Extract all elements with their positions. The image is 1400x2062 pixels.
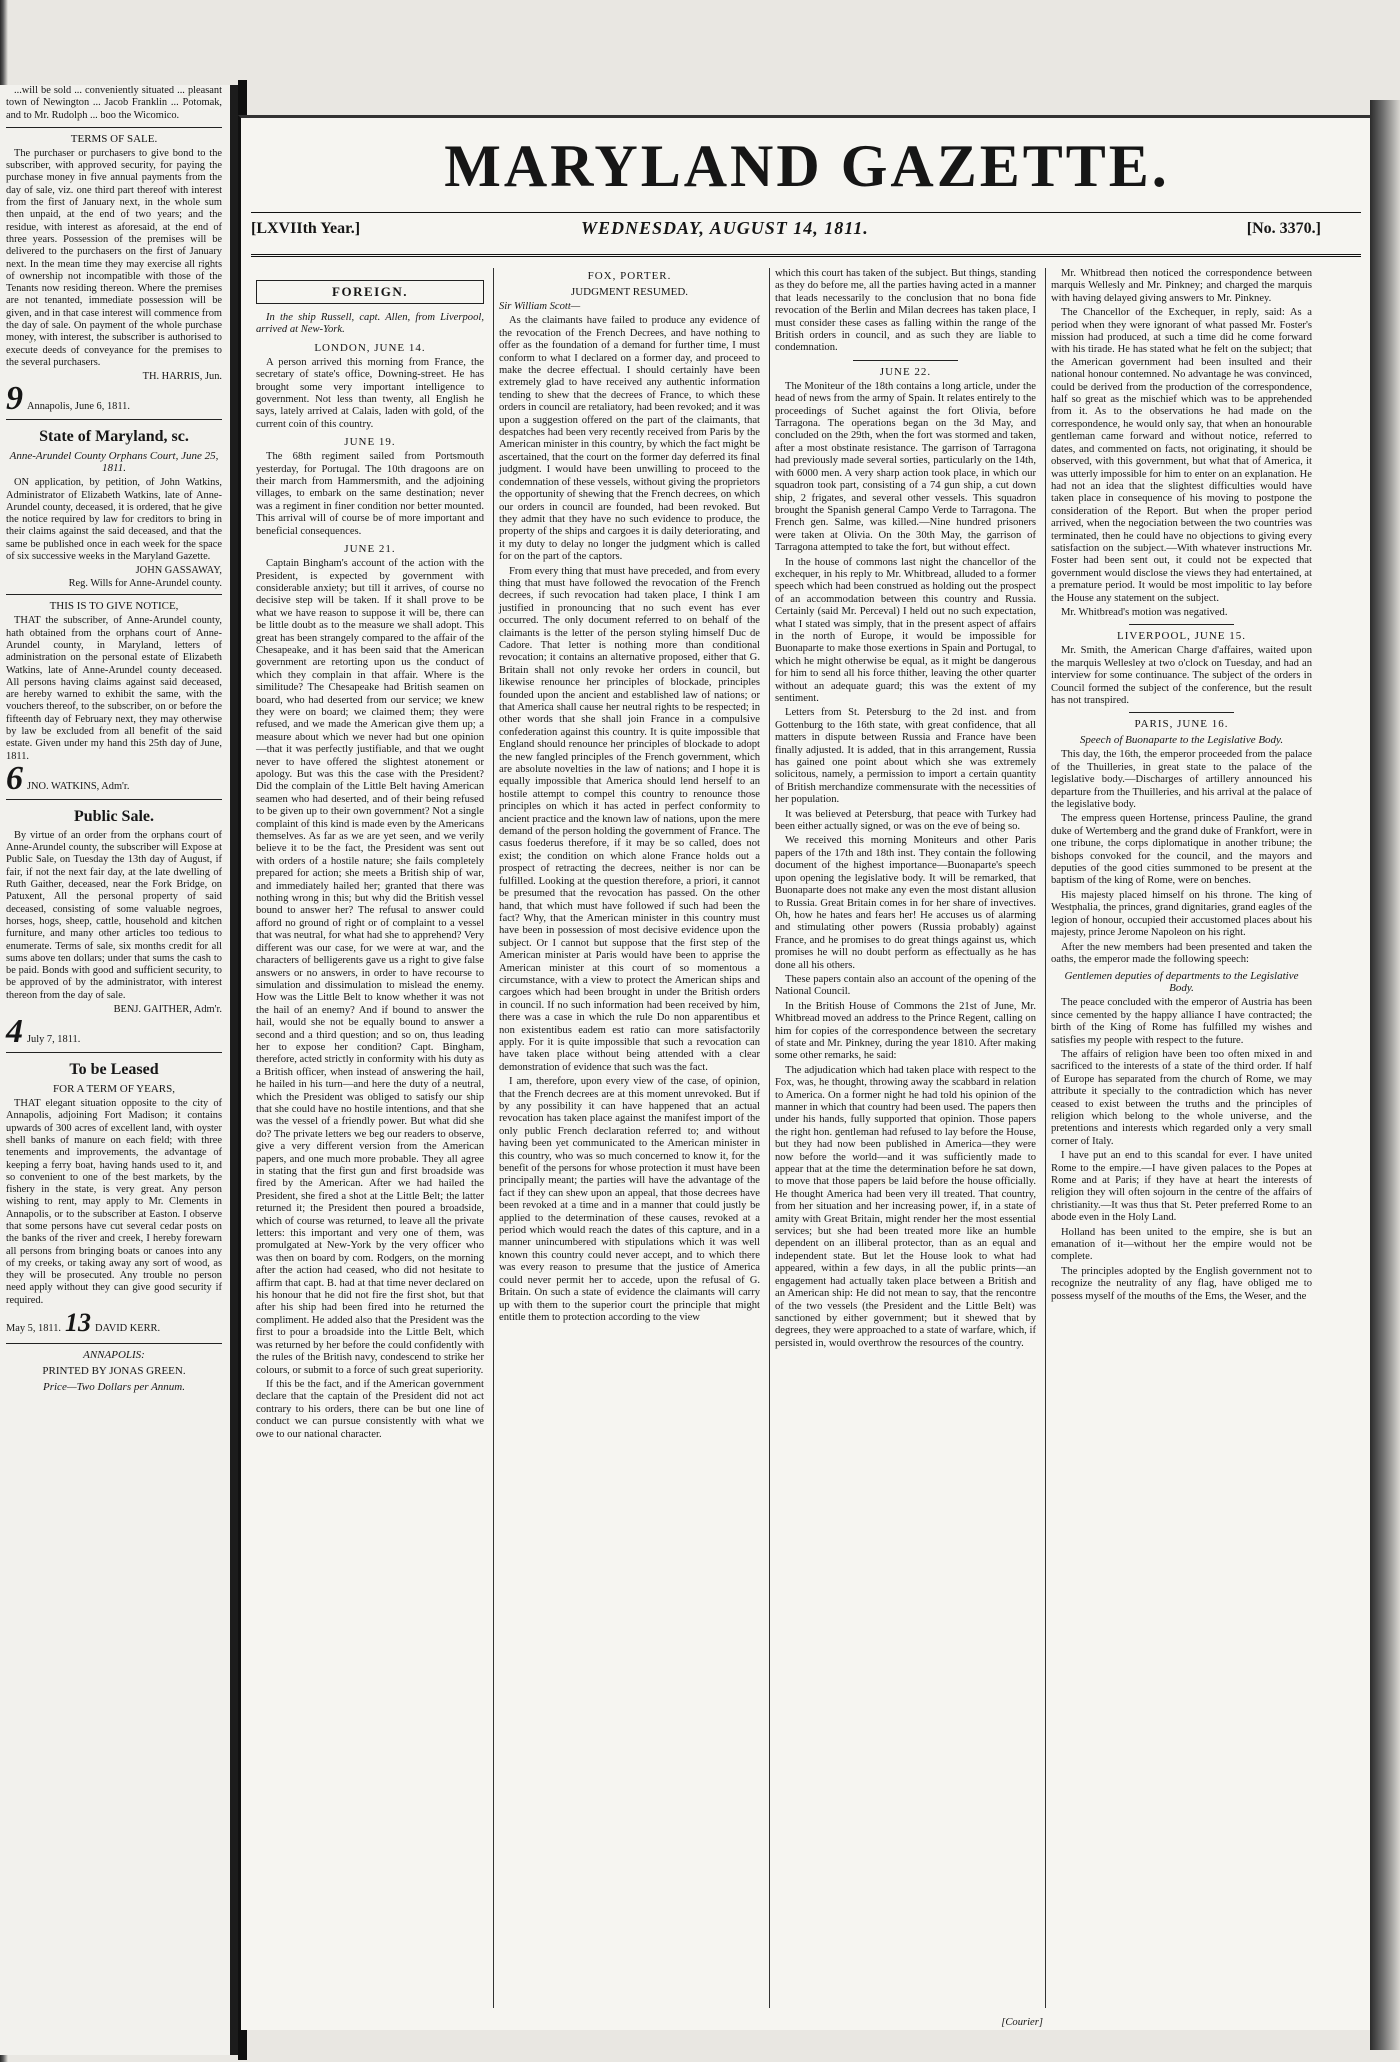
article-paragraph: We received this morning Moniteurs and other Paris papers of the 17th and 18th inst. They contain the following document of the highest importance—Buonaparte's speech upon opening the legislative body. It will be remarked, that Buonaparte does not make any even the most distant allusion to Russia. Great Britain comes in for her share of invectives. Oh, how he hates and fears her! He accuses us of alarming and stimulating other powers (Russia probably) against France, and he promises to do great things against us, which promises he will no doubt perform as effectually as he has done all his others. [775,835,1036,971]
article-paragraph: The 68th regiment sailed from Portsmouth yesterday, for Portugal. The 10th dragoons are on their march from Hammersmith, and the adjoining villages, to embark on the same destination; never was a regiment in finer condition nor better mounted. This arrival will of course be of more important and beneficial consequences. [256,451,484,537]
divider [6,127,222,128]
courier-credit: [Courier] [1001,2017,1043,2028]
divider [1129,712,1233,713]
masthead-rule [251,254,1361,257]
dateline: LONDON, JUNE 14. [314,341,426,354]
dateline: JUNE 22. [879,365,932,378]
issue-line [251,214,1361,250]
handwritten-mark: 13 [65,1308,92,1338]
state-text: ON application, by petition, of John Watkins, Administrator of Elizabeth Watkins, late of Anne-Arundel county, deceased, it is ordered, that he give the notice required by law for creditors to bring in their claims against the said deceased, and that the same be published once in each week for the space of six successive weeks in the Maryland Gazette. [6,477,222,563]
state-subheading: Anne-Arundel County Orphans Court, June 25, 1811. [9,450,219,475]
terms-heading: TERMS OF SALE. [70,132,158,145]
article-subheading: JUDGMENT RESUMED. [570,286,689,298]
speech-heading: Gentlemen deputies of departments to the Legislative Body. [1064,970,1299,995]
article-paragraph: From every thing that must have preceded, and from every thing that must have followed the revocation of the French decrees, if such revocation had taken place, I think I am justified in pronouncing that no such event has ever occurred. The only document referred to on behalf of the claimants is the letter of the person styling himself Duc de Cadore. That letter is nothing more than conditional revocation; it contains an alternative proposed, either that G. Britain shall not only revoke her orders in council, but likewise renounce her principles of blockade, principles founded upon the ancient and established law of nations; or that America shall cause her neutral rights to be respected; in other words that she shall join France in a compulsive confederation against this country. It is quite impossible that England should renounce her principles of blockade to adopt the new fangled principles of the French government, which are absolute novelties in the law of nations; and I hope it is equally impossible that America should lend herself to an hostile attempt to compel this country to renounce those principles on which it has acted in perfect conformity to ancient practice and the known law of nations, upon the mere demand of the person holding the government of France. The casus foederus therefore, if it may be so called, does not exist; the condition on which alone France holds out a prospect of retracting the decrees, neither is nor can be fulfilled. Looking at the question therefore, a priori, it cannot be presumed that the revocation has passed. On the other hand, that which must have followed if such had been the fact? Why, that the American minister in this country must have been in possession of most decisive evidence upon the subject. Or I cannot but suppose that the first step of the American minister at Paris would have been to apprise the American minister at this court of so momentous a circumstance, with a view to protect the American ships and cargoes which had been brought in under the British orders in council. If no such information had been received by him, there was a case in which the rule Do non apparentibus et non existentibus eadem est ratio can more satisfactorily apply. For it is quite impossible that such a revocation can have taken place without being attended with a clear demonstration of evidence that such was the fact. [499,565,760,1073]
lease-heading: To be Leased [69,1061,159,1079]
column-fox-porter [493,268,765,2008]
article-paragraph: The Moniteur of the 18th contains a long article, under the head of news from the army of Spain. It relates entirely to the proceedings of Suchet against the fort Olivia, before Tarragona. The operations began on the 3d May, and concluded on the 29th, when the fort was stormed and taken, after a most obstinate resistance. The garrison of Tarragona had previously made several sorties, particularly on the 14th, with 6000 men. A very sharp action took place, in which our squadron took part, consisting of a 74 gun ship, a cut down ship, 2 frigates, and several other vessels. This squadron brought the Spanish general Campo Verde to Tarragona. The French gen. Salme, was killed.—Nine hundred prisoners were taken at Olivia. On the 30th May, the garrison of Tarragona attempted to take the fort, but without effect. [775,380,1036,554]
issue-date: WEDNESDAY, AUGUST 14, 1811. [581,218,869,238]
sale-heading: Public Sale. [73,807,154,825]
notice-heading: THIS IS TO GIVE NOTICE, [49,600,179,613]
column-paris [1045,268,1317,2008]
article-paragraph: These papers contain also an account of the opening of the National Council. [775,973,1036,998]
notice-text: THAT the subscriber, of Anne-Arundel county, hath obtained from the orphans court of Anne-Arundel county, in Maryland, letters of administration on the personal estate of Elizabeth Watkins, late of Anne-Arundel county deceased. All persons having claims against said deceased, are hereby warned to exhibit the same, with the vouchers thereof, to the subscriber, on or before the fifteenth day of February next, they may otherwise by law be excluded from all benefit of the said estate. Given under my hand this 25th day of June, 1811. [6,615,222,762]
lease-subheading: FOR A TERM OF YEARS, [53,1083,175,1096]
speaker-name: Sir William Scott— [499,301,581,312]
article-paragraph: The peace concluded with the emperor of Austria has been since cemented by the happy alliance I have contracted; the birth of the King of Rome has fulfilled my wishes and satisfies my people with respect to the future. [1051,997,1312,1046]
article-paragraph: Mr. Whitbread's motion was negatived. [1061,606,1228,618]
terms-place: Annapolis, June 6, 1811. [27,401,130,413]
divider [6,594,222,595]
left-page-top-text: ...will be sold ... conveniently situated ... pleasant town of Newington ... Jacob Franklin ... Potomak, and to Mr. Rudolph ... boo the Wicomico. [6,85,222,121]
lease-date: May 5, 1811. [6,1323,62,1335]
book-edge [1370,100,1400,2050]
article-paragraph: A person arrived this morning from France, the secretary of state's office, Downing-street. He has brought some very important intelligence to government. Not less than twenty, all English he says, lately arrived at Calais, laden with gold, of the current coin of this country. [256,356,484,430]
article-subheading: Speech of Buonaparte to the Legislative Body. [1079,734,1284,747]
article-paragraph: The empress queen Hortense, princess Pauline, the grand duke of Wertemberg and the grand duke of Frankfort, were in one tribune, the corps diplomatique in another tribune; the bishops convoked for the council, and the mayors and deputies of the good cities summoned to be present at the baptism of the king of Rome, were on benches. [1051,813,1312,887]
article-intro: In the ship Russell, capt. Allen, from Liverpool, arrived at New-York. [256,312,484,336]
article-paragraph: I have put an end to this scandal for ever. I have united Rome to the empire.—I have given palaces to the Popes at Rome and at Paris; if they have at heart the interests of religion they will often sojourn in the centre of the affairs of christianity.—It was thus that St. Peter preferred Rome to an abode even in the Holy Land. [1051,1150,1312,1224]
masthead-rule [251,212,1361,213]
notice-signature: JNO. WATKINS, Adm'r. [27,780,130,792]
lease-signature: DAVID KERR. [95,1323,161,1335]
handwritten-mark: 4 [6,1013,23,1051]
masthead [241,118,1373,268]
state-heading: State of Maryland, sc. [39,428,189,446]
article-paragraph: In the house of commons last night the chancellor of the exchequer, in his reply to Mr. Whitbread, alluded to a former speech which had been construed as holding out the prospect of an accommodation between this country and Russia. Certainly (said Mr. Perceval) I held out no such expectation, what I stated was simply, that in the present aspect of affairs in the north of Europe, it would be impossible for Buonaparte to make those exertions in Spain and Portugal, to which he might otherwise be equal, as it might be dangerous for him to send all his force thither, leaving the other quarter without an adequate guard; this was the extent of my sentiment. [775,556,1036,704]
courier-credit-row [503,2011,1043,2028]
column-foreign [251,268,489,2008]
terms-signature: TH. HARRIS, Jun. [142,371,222,383]
state-signature-2: Reg. Wills for Anne-Arundel county. [68,578,222,590]
handwritten-mark: 9 [6,380,23,418]
dateline: JUNE 19. [344,436,396,449]
article-paragraph: His majesty placed himself on his throne. The king of Westphalia, the princes, grand dignitaries, grand eagles of the legion of honour, occupied their accustomed places about his majesty, prince Jerome Napoleon on his right. [1051,889,1312,939]
section-heading: FOREIGN. [256,280,484,304]
article-paragraph: I am, therefore, upon every view of the case, of opinion, that the French decrees are at this moment unrevoked. But if by any possibility it can have happened that an actual revocation has taken place against the manifest import of the only public French declaration referred to; and without having been yet communicated to the American minister in this country, who was so much concerned to know it, for the benefit of the persons for whose protection it must have been principally meant; the parties will have the advantage of the fact if they can shew upon an appeal, that those decrees have been revoked at a time and in a manner that could justly be applied to the determination of these causes, revoked at a period which would reach the dates of this capture, and in a manner unincumbered with stipulations which it was well known this country could never accept, and to which there was every reason to presume that the justice of America could never permit her to accede, upon the refusal of G. Britain. On such a state of evidence the claimants will carry up with them to the superior court the principle that might entitle them to protection according to the view [499,1076,760,1323]
article-paragraph: Captain Bingham's account of the action with the President, is expected by government with considerable anxiety; but till it arrives, of course no decisive step will be taken. If it shall prove to be what we have reason to suppose it will be, there can be little doubt as to the measure we shall adopt. This great has been strangely compared to the affair of the Chesapeake, and it has been said that the American government are retorting upon us the conduct of which they complain in that affair. Where is the similitude? The Chesapeake had British seamen on board, who had deserted from our service; we knew they were on board; we claimed them; they were refused, and we made the American give them up; a measure about which we never had but one opinion—that it was perfectly justifiable, and that we ought never to have offered the slightest atonement or apology. But was this the case with the President? Did the complain of the Little Belt having American seamen who had deserted, and of their being refused to be given up to their own government? Not a single complaint of this kind is made even by the Americans themselves. As far as we are yet seen, and we verily believe it to be the fact, the President was sent out with orders of a hostile nature; she fails completely prepared for action; she meets a British ship of war, and immediately hailed her; granted that there was nothing wrong in this; but why did the British vessel bound to answer her? The refusal to answer could afford no ground of right or of complaint to a vessel that was neutral, for what had she to apprehend? Very different was our case, for we were at war, and the characters of belligerents gave us a right to give false answers or no answers, in order to have recourse to simulation and dissimulation to mislead the enemy. How was the Little Belt to know whether it was not the hail of an enemy? And if bound to answer the hail, would she not be equally bound to answer a second and a third question; and so on, thus leading her to expose her condition? Capt. Bingham, therefore, acted strictly in conformity with his duty as a British officer, when instead of answering the hail, he hailed in his turn—and here the duty of a neutral, which the President was obliged to satisfy our ship that she could have no hostile intentions, and that she was the vessel of a friendly power. But what did she do? The private letters we beg our readers to observe, give a very different version from the American papers, and one much more probable. They all agree in stating that the first gun and first broadside was fired by the American. After we had hailed the President, she fired a shot at the Little Belt; the latter returned it; the President then poured a broadside, which of course was returned, to leave all the private letters: this important and very one of them, was promulgated at New-York by the very officer who was then on board by com. Rodgers, on the morning after the action had ceased, who did not hesitate to affirm that capt. B. had at that time never declared on his honour that he did not fire the first shot, but that after his ship had been fired into he returned the compliment. He added also that the President was the first to pour a broadside into the Little Belt, which was returned by her before the could confidently with the rules of the British navy, condescend to strike her colours, or submit to a force of such great superiority. [256,558,485,1376]
divider [6,799,222,800]
article-paragraph: This day, the 16th, the emperor proceeded from the palace of the Thuilleries, in great state to the palace of the legislative body.—Discharges of artillery announced his departure from the Thuilleries, and his arrival at the palace of the legislative body. [1051,749,1312,811]
lease-text: THAT elegant situation opposite to the city of Annapolis, adjoining Fort Madison; it contains upwards of 300 acres of excellent land, with oyster shell banks of manure on each field; with three tenements and improvements, the advantage of keeping a ferry boat, having hands used to it, and so convenient to one of the best markets, by the fishery in the state, is very great. Any person wishing to rent, may apply to Mr. Clements in Annapolis, or to the subscriber at Easton. I observe that some persons have cut several cedar posts on the banks of the river and creek, I hereby forewarn all persons from bringing boats or canoes into any of my creeks, or taking away any sort of wood, as they will be prosecuted. Any trouble no person need apply without they can give good security if required. [6,1098,222,1306]
sale-signature: BENJ. GAITHER, Adm'r. [113,1004,222,1016]
sale-text: By virtue of an order from the orphans court of Anne-Arundel county, the subscriber will Expose at Public Sale, on Tuesday the 13th day of August, if fair, if not the next fair day, at the late dwelling of Ruth Gaither, deceased, near the Fork Bridge, on Patuxent, All the personal property of said deceased, consisting of some valuable negroes, horses, hogs, sheep, cattle, household and kitchen furniture, and many other articles too tedious to enumerate. Terms of sale, six months credit for all sums above ten dollars; under that sums the cash to be paid. Bonds with good and sufficient security, to be approved of by the administrator, with interest thereon from the day of sale. [6,829,222,1001]
sale-date: July 7, 1811. [27,1034,81,1046]
state-signature: JOHN GASSAWAY, [135,565,222,577]
article-paragraph: which this court has taken of the subject. But things, standing as they do before me, all the parties having acted in a manner that leads necessarily to the conclusion that no bona fide revocation of the Berlin and Milan decrees has taken place, I must consider these cases as falling within the range of the British orders in council, and as such they are liable to condemnation. [775,268,1036,354]
article-paragraph: The adjudication which had taken place with respect to the Fox, was, he thought, throwing away the scabbard in relation to America. On a former night he had told his opinion of the manner in which that country had been used. The papers then under his hands, fully supported that opinion. Those papers the right hon. gentleman had refused to lay before the House, but they had now been published in America—they were now before the world—and it was sufficiently made to appear that at the time the determination before he sat down, to move that those papers be laid before the house officially. He thought America had been very ill treated. That country, from her situation and her increasing power, if, in a state of amity with Great Britain, might render her the most essential services; but she had been treated more like an humble dependent on an illiberal protector, than as an equal and independent state. But let the House look to what had appeared, within a few days, in all the public prints—an engagement had actually taken place between a British and an American ship: He did not mean to say, that the rencontre of the two vessels (the President and the Little Belt) was sanctioned by either government; but it shewed that by degrees, they were approached to a state of warfare, which, if persisted in, would overthrow the resources of the country. [775,1064,1036,1349]
imprint-place: ANNAPOLIS: [83,1349,145,1362]
divider [1129,624,1233,625]
dateline: LIVERPOOL, JUNE 15. [1117,630,1246,643]
issue-number: [No. 3370.] [1246,220,1321,237]
article-paragraph: Letters from St. Petersburg to the 2d inst. and from Gottenburg to the 16th state, with great confidence, that all matters in dispute between Russia and France have been finally adjusted. It is added, that in this arrangement, Russia has gained one point about which she was extremely solicitous, namely, a permission to import a certain quantity of British merchandize commensurate with the necessities of her population. [775,707,1036,806]
article-paragraph: It was believed at Petersburg, that peace with Turkey had been either actually signed, or was on the eve of being so. [775,808,1036,833]
article-paragraph: If this be the fact, and if the American government declare that the captain of the President did not act contrary to his orders, there can be but one line of conduct we can pursue consistently with what we owe to our national character. [256,1378,484,1440]
article-paragraph: The affairs of religion have been too often mixed in and sacrificed to the interests of a state of the third order. If half of Europe has separated from the church of Rome, we may attribute it specially to the contradiction which has never ceased to exist between the truths and the principles of religion which belong to the whole universe, and the pretentions and interests which regarded only a very small corner of Italy. [1051,1048,1312,1147]
imprint-printer: PRINTED BY JONAS GREEN. [42,1365,186,1378]
newspaper-title: MARYLAND GAZETTE. [444,133,1170,199]
divider [6,1343,222,1344]
newspaper-page [238,115,1370,2030]
article-paragraph: As the claimants have failed to produce any evidence of the revocation of the French Decrees, and have nothing to offer as the foundation of a demand for further time, I must conform to what I declared on a former day, and proceed to make the decree effectual. I should certainly have been extremely glad to have received any authentic information tending to shew that the decrees of France, to which these orders in council are retaliatory, had been revoked; and it was upon a suggestion offered on the part of the claimants, that despatches had been very recently received from Paris by the American minister in this country, by which the fact might be ascertained, that the court on the former day deferred its final judgment. I would have been unwilling to proceed to the condemnation of these vessels, without giving the proprietors the opportunity of shewing that the French decrees, on which our orders in council are founded, had been revoked. But they admit that they have no such evidence to produce, the property of the ships and cargoes it is daily deteriorating, and it my duty to delay no longer the judgment which is called for on the part of the captors. [499,315,760,563]
imprint-price: Price—Two Dollars per Annum. [43,1381,185,1394]
article-paragraph: After the new members had been presented and taken the oaths, the emperor made the following speech: [1051,941,1312,965]
article-paragraph: Mr. Smith, the American Charge d'affaires, waited upon the marquis Wellesley at two o'clock on Tuesday, and had an interview for some continuance. The subject of the orders in Council formed the subject of the conference, but the result has not transpired. [1051,645,1312,706]
article-heading: FOX, PORTER. [587,270,672,282]
left-page [0,85,238,2055]
dateline: JUNE 21. [344,543,396,556]
article-paragraph: Mr. Whitbread then noticed the correspondence between marquis Wellesly and Mr. Pinkney; and charged the marquis with having delayed giving answers to Mr. Pinkney. [1051,268,1312,304]
article-paragraph: The principles adopted by the English government not to recognize the neutrality of any flag, have obliged me to possess myself of the mouths of the Ems, the Weser, and the [1051,1265,1312,1302]
divider [853,360,957,361]
divider [6,419,222,420]
terms-text: The purchaser or purchasers to give bond to the subscriber, with approved security, for paying the purchase money in five annual payments from the day of sale, viz. one third part thereof with interest from the first of January next, in the whole sum then unpaid, at the end of two years; and the residue, with interest as aforesaid, at the end of three years. Possession of the premises will be delivered to the purchasers on the first of January next. In the mean time they may exercise all rights of ownership not incompatible with those of the Tenants now residing thereon. Where the premises are not tenanted, immediate possession will be given, and in that case interest will commence from the day of sale. On payment of the whole purchase money, with interest, the subscriber is authorised to execute deeds of conveyance for the premises to the several purchasers. [6,147,222,368]
article-paragraph: In the British House of Commons the 21st of June, Mr. Whitbread moved an address to the Prince Regent, calling on him for copies of the correspondence between the secretary of state and Mr. Pinkney, during the year 1810. After making some other remarks, he said: [775,1000,1036,1062]
handwritten-mark: 6 [6,759,23,797]
dateline: PARIS, JUNE 16. [1134,718,1229,731]
article-paragraph: The Chancellor of the Exchequer, in reply, said: As a period when they were ignorant of what passed Mr. Foster's mission had produced, at such a time did he come forward with his tirade. He has stated what he felt on the subject; that the American government had been insulted and their national honour contemned. No advantage he was convinced, could be derived from the production of the correspondence, half so great as the mischief which was to be apprehended from it. As to the observations he had made on the correspondence, he would only say, that when an honourable gentleman came forward and without notice, referred to dates, and commented on facts, not originating, it should be observed, with this government, but what that of America, it was utterly impossible for him to enter on an explanation. He had not an idea that the slightest difficulties would have taken place in consequence of his moving to postpone the consideration of the Report. But when the proper period arrived, when the negociation between the two countries was terminated, then he could have no objections to giving every satisfaction on the subject.—With whatever instructions Mr. Foster had been sent out, it could not be expected that government would disclose the views they had entertained, at a premature period. It would be most impolitic to lay before the House any statement on the subject. [1051,307,1312,604]
divider [6,1052,222,1053]
volume-label: [LXVIIth Year.] [251,220,361,237]
column-june-22 [769,268,1041,2008]
article-paragraph: Holland has been united to the empire, she is but an emanation of it—without her the empire would not be complete. [1051,1226,1312,1263]
